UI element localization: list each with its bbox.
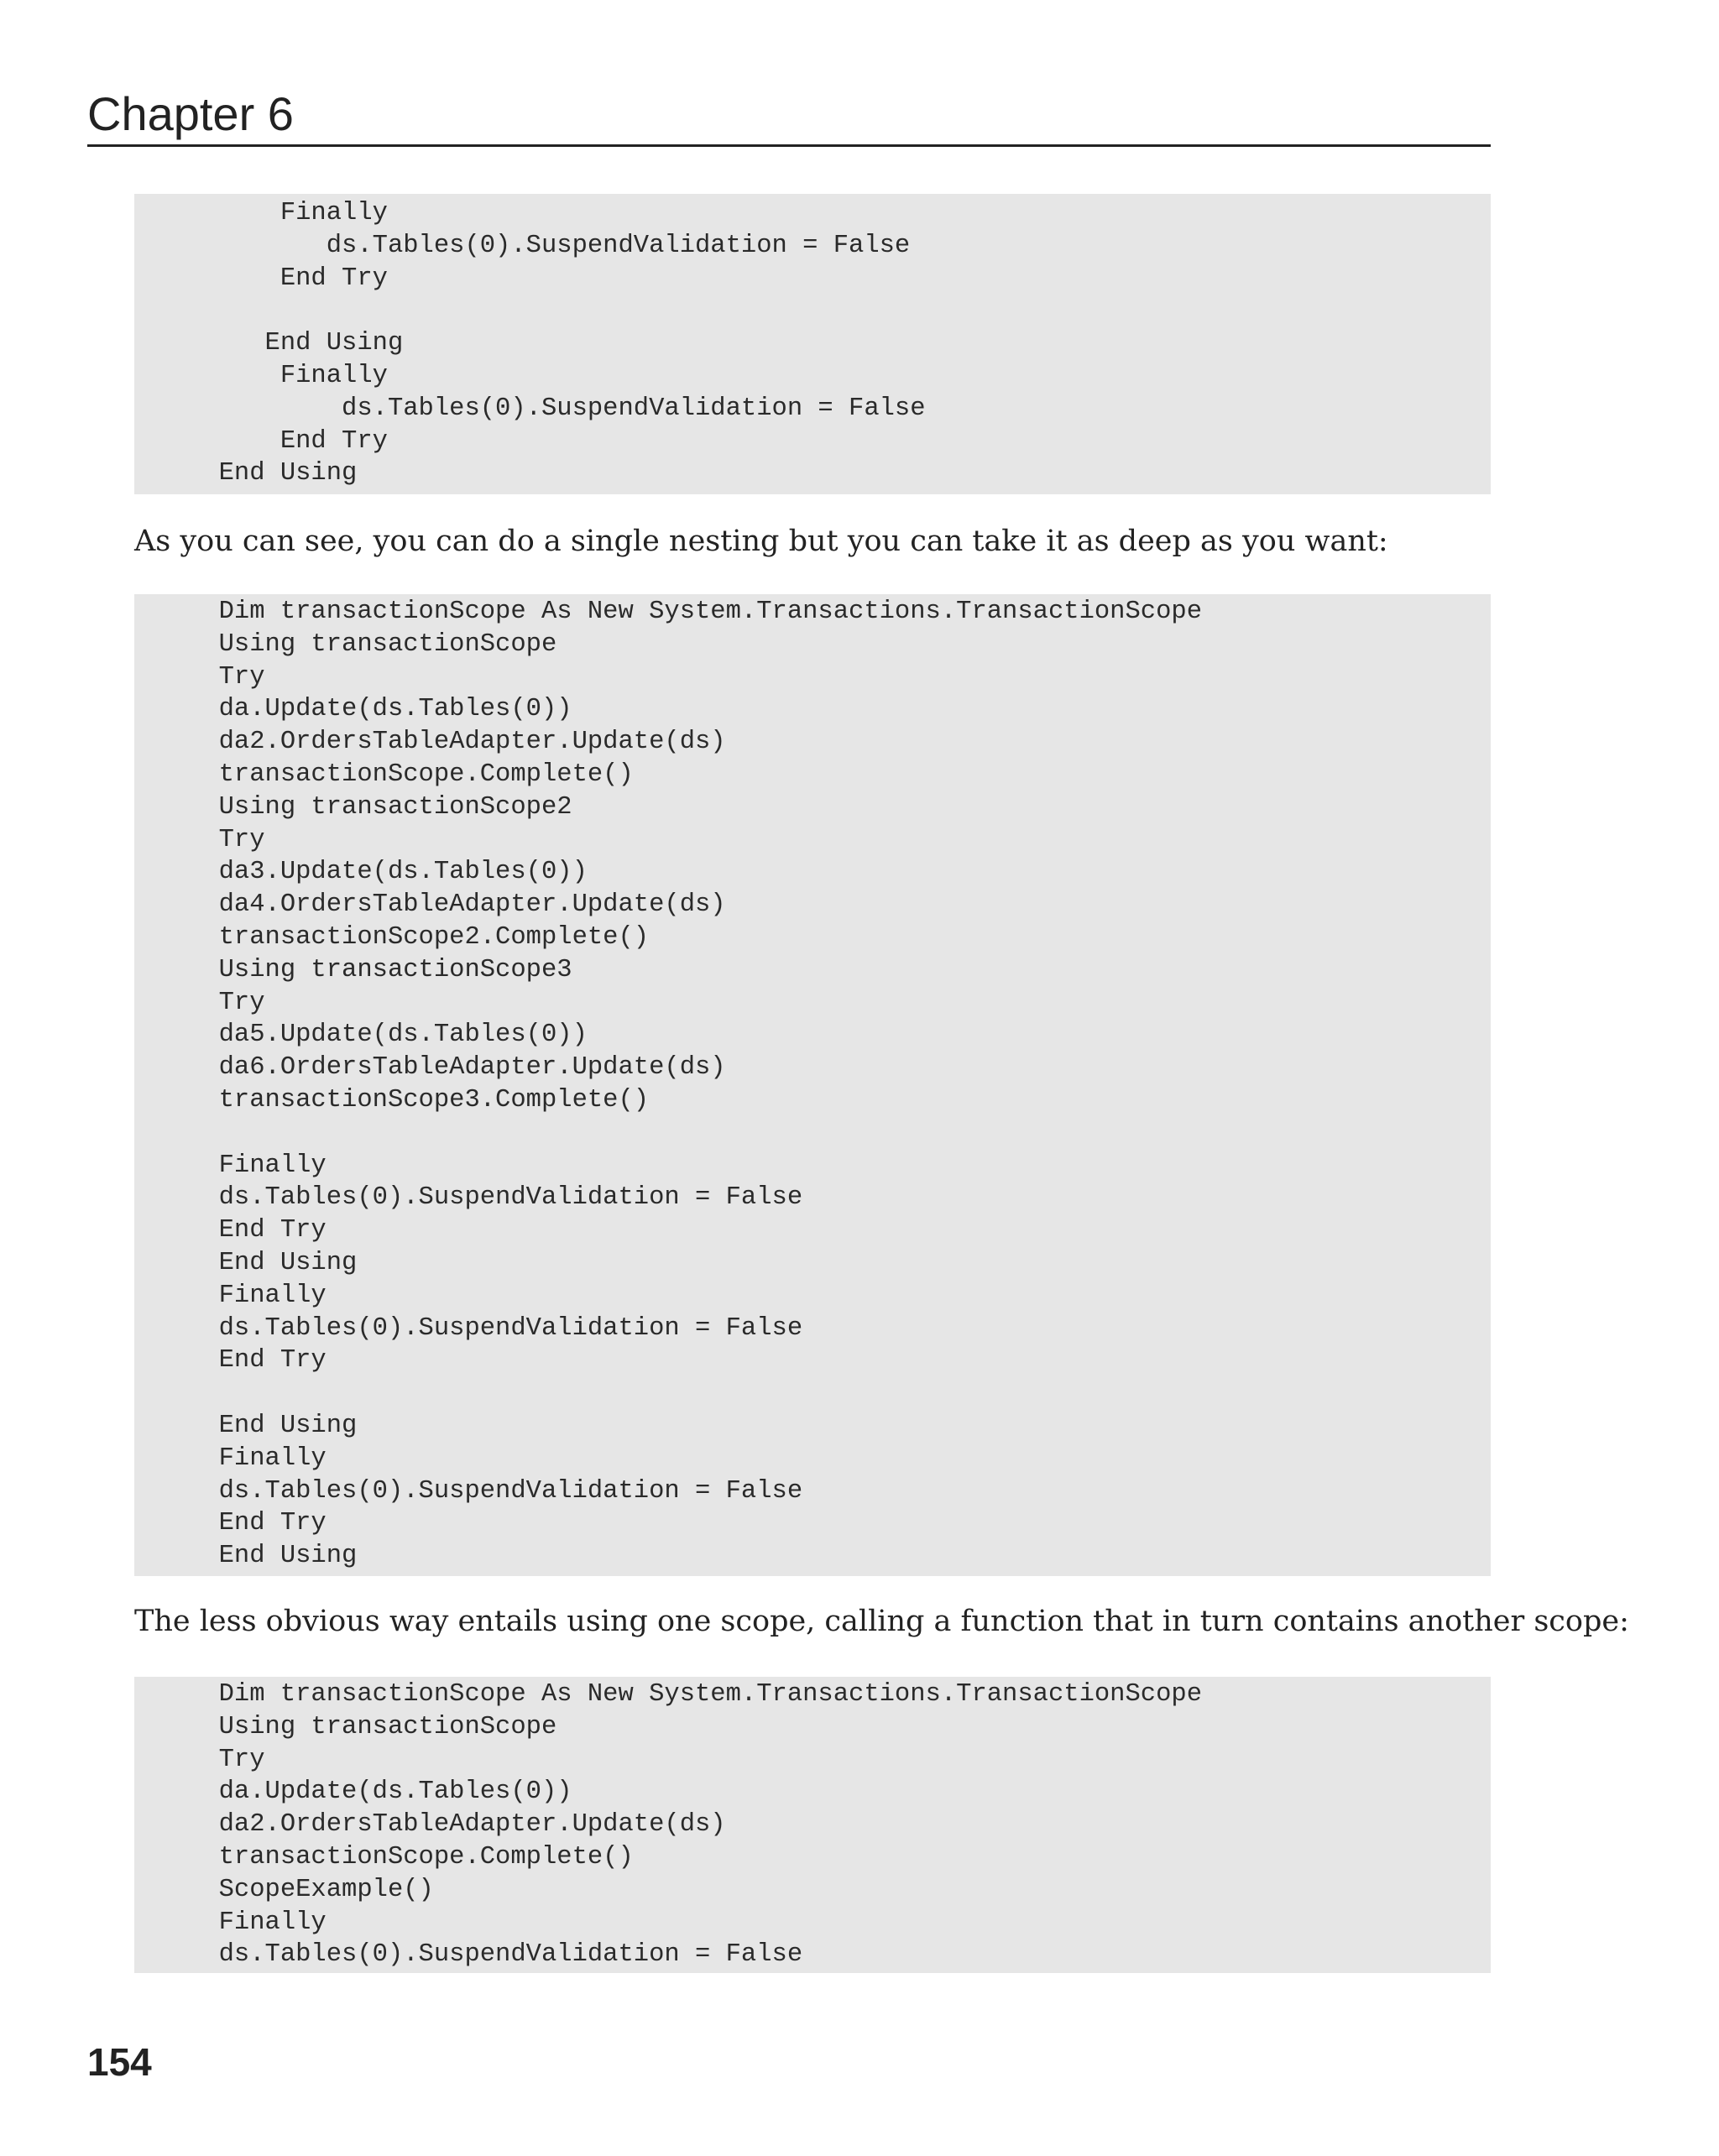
code-line: Try <box>188 662 265 692</box>
code-line: transactionScope2.Complete() <box>188 922 650 952</box>
code-line: Try <box>188 1745 265 1774</box>
paragraph-less-obvious-way: The less obvious way entails using one scope, calling a function that in turn contains another scope: <box>134 1605 1629 1638</box>
code-line: Using transactionScope <box>188 629 557 659</box>
code-block-3 <box>134 1677 1491 1973</box>
page-number: 154 <box>87 2040 152 2084</box>
code-line: da5.Update(ds.Tables(0)) <box>188 1021 588 1050</box>
code-line: transactionScope3.Complete() <box>188 1085 650 1115</box>
code-line: da2.OrdersTableAdapter.Update(ds) <box>188 1810 726 1840</box>
code-listing <box>188 1678 1491 1971</box>
code-line: transactionScope.Complete() <box>188 1842 634 1871</box>
code-line: Dim transactionScope As New System.Transactions.TransactionScope <box>188 1680 1202 1709</box>
code-line <box>188 295 1491 327</box>
code-line: da.Update(ds.Tables(0)) <box>188 1778 572 1807</box>
code-block-2 <box>134 594 1491 1576</box>
code-line: End Try <box>188 264 388 293</box>
code-block-1 <box>134 194 1491 494</box>
code-line: Try <box>188 988 265 1017</box>
code-line: Finally <box>188 1281 327 1310</box>
code-line <box>188 1117 1491 1150</box>
code-line: End Using <box>188 459 358 488</box>
code-line: Using transactionScope <box>188 1712 557 1741</box>
code-line: End Try <box>188 1216 327 1245</box>
code-line: Using transactionScope3 <box>188 955 572 984</box>
code-line: Finally <box>188 361 388 390</box>
code-line <box>188 1377 1491 1410</box>
code-line: End Using <box>188 1411 358 1440</box>
code-line: End Try <box>188 426 388 456</box>
code-line: End Try <box>188 1509 327 1538</box>
code-line: Dim transactionScope As New System.Transactions.TransactionScope <box>188 598 1202 626</box>
code-line: Finally <box>188 199 388 227</box>
code-line: Using transactionScope2 <box>188 792 572 822</box>
code-line: ScopeExample() <box>188 1875 434 1904</box>
chapter-title: Chapter 6 <box>87 87 294 140</box>
paragraph-nesting-depth: As you can see, you can do a single nesting but you can take it as deep as you want: <box>134 525 1388 558</box>
chapter-header <box>87 84 1491 147</box>
code-line: End Try <box>188 1346 327 1376</box>
code-line: ds.Tables(0).SuspendValidation = False <box>188 1183 803 1213</box>
code-listing <box>188 197 1491 490</box>
code-line: ds.Tables(0).SuspendValidation = False <box>188 1313 803 1343</box>
code-line: Try <box>188 825 265 854</box>
code-line: da6.OrdersTableAdapter.Update(ds) <box>188 1053 726 1083</box>
code-line: da4.OrdersTableAdapter.Update(ds) <box>188 890 726 920</box>
code-line: Finally <box>188 1151 327 1180</box>
code-line: Finally <box>188 1908 327 1937</box>
code-line: ds.Tables(0).SuspendValidation = False <box>188 1940 803 1970</box>
code-line: Finally <box>188 1443 327 1473</box>
code-line: End Using <box>188 1248 358 1277</box>
code-line: da2.OrdersTableAdapter.Update(ds) <box>188 728 726 757</box>
code-listing <box>188 596 1491 1573</box>
code-line: da.Update(ds.Tables(0)) <box>188 695 572 724</box>
code-line: End Using <box>188 1542 358 1571</box>
code-line: da3.Update(ds.Tables(0)) <box>188 858 588 887</box>
code-line: ds.Tables(0).SuspendValidation = False <box>188 1476 803 1506</box>
code-line: ds.Tables(0).SuspendValidation = False <box>188 394 926 423</box>
code-line: End Using <box>188 329 404 358</box>
code-line: transactionScope.Complete() <box>188 760 634 789</box>
code-line: ds.Tables(0).SuspendValidation = False <box>188 231 911 260</box>
